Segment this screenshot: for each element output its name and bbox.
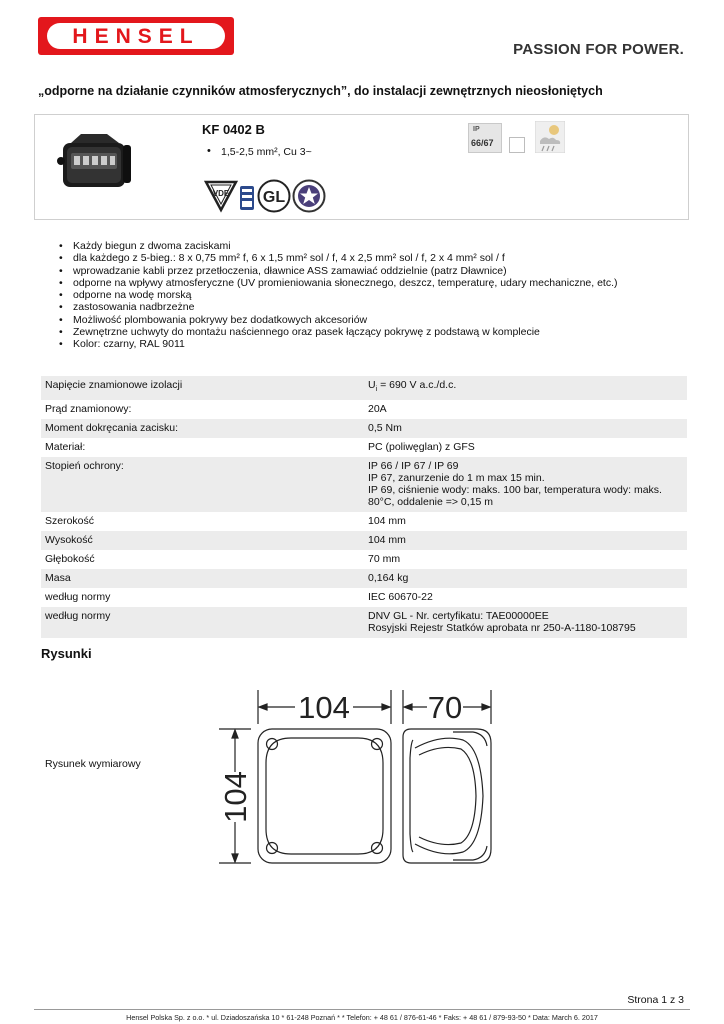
spec-key: według normy bbox=[45, 591, 111, 604]
product-box bbox=[34, 114, 689, 220]
feature-item: • Każdy biegun z dwoma zaciskami bbox=[73, 240, 618, 252]
spec-value: PC (poliwęglan) z GFS bbox=[368, 441, 475, 454]
feature-item: • odporne na wodę morską bbox=[73, 289, 618, 301]
gl-mark-icon bbox=[257, 179, 291, 213]
feature-item: • odporne na wpływy atmosferyczne (UV promieniowania słonecznego, deszcz, temperaturę, udary mechaniczne, etc.) bbox=[73, 277, 618, 289]
spec-value: DNV GL - Nr. certyfikatu: TAE00000EE Rosyjski Rejestr Statków aprobata nr 250-A-1180-108795 bbox=[364, 607, 687, 638]
spec-key: Masa bbox=[41, 569, 364, 588]
spec-key: Napięcie znamionowe izolacji bbox=[41, 376, 364, 400]
dimension-drawing bbox=[215, 688, 500, 868]
feature-item: • dla każdego z 5-bieg.: 8 x 0,75 mm² f, 6 x 1,5 mm² sol / f, 4 x 2,5 mm² sol / f, 2 x 4 mm² sol / f bbox=[73, 252, 618, 264]
logo-pill bbox=[47, 23, 225, 49]
spec-value: 104 mm bbox=[364, 531, 687, 550]
spec-value: $U_i = 690$ V a.c./d.c. bbox=[364, 376, 687, 400]
feature-item: • Kolor: czarny, RAL 9011 bbox=[73, 338, 618, 350]
spec-key: Materiał: bbox=[45, 441, 86, 454]
product-bullet: • 1,5-2,5 mm², Cu 3~ bbox=[221, 146, 312, 158]
table-row bbox=[41, 457, 687, 512]
table-row bbox=[41, 376, 687, 400]
feature-item: • Zewnętrzne uchwyty do montażu naściennego oraz pasek łączący pokrywę z podstawą w komplecie bbox=[73, 326, 618, 338]
spec-value: IEC 60670-22 bbox=[368, 591, 433, 604]
table-row bbox=[41, 531, 687, 550]
table-row bbox=[41, 512, 687, 531]
dim-height-label: 104 bbox=[218, 771, 253, 823]
drawings-title: Rysunki bbox=[41, 646, 92, 661]
feature-item: • zastosowania nadbrzeżne bbox=[73, 301, 618, 313]
spec-key: według normy bbox=[41, 607, 364, 638]
footer-divider bbox=[34, 1009, 690, 1010]
feature-item: • Możliwość plombowania pokrywy bez dodatkowych akcesoriów bbox=[73, 314, 618, 326]
approval-mark-icon bbox=[239, 185, 255, 211]
brand-name: HENSEL bbox=[72, 25, 200, 48]
weather-icon bbox=[535, 121, 565, 153]
hensel-logo bbox=[38, 17, 234, 55]
spec-key: Głębokość bbox=[45, 553, 95, 566]
table-row bbox=[41, 607, 687, 638]
dim-depth-label: 70 bbox=[427, 690, 463, 725]
spec-key: Stopień ochrony: bbox=[41, 457, 364, 512]
page-subtitle: „odporne na działanie czynników atmosferycznych”, do instalacji zewnętrznych nieosłoniętych bbox=[38, 84, 603, 98]
page-number: Strona 1 z 3 bbox=[627, 994, 684, 1006]
ip-badge-top: IP bbox=[473, 126, 480, 133]
slogan: PASSION FOR POWER. bbox=[513, 41, 684, 58]
spec-value: 70 mm bbox=[368, 553, 401, 566]
ip-badge bbox=[468, 123, 502, 153]
svg-text:VDE: VDE bbox=[212, 189, 230, 198]
table-row bbox=[41, 438, 687, 457]
svg-text:GL: GL bbox=[262, 189, 286, 206]
spec-key: Moment dokręcania zacisku: bbox=[41, 419, 364, 438]
spec-key: Prąd znamionowy: bbox=[45, 403, 132, 416]
table-row bbox=[41, 400, 687, 419]
product-name: KF 0402 B bbox=[202, 122, 265, 137]
spec-table bbox=[41, 376, 687, 638]
spec-value: IP 66 / IP 67 / IP 69 IP 67, zanurzenie do 1 m max 15 min. IP 69, ciśnienie wody: maks. 100 bar, temperatura wody: maks. 80°C, oddalenie => 0,15 m bbox=[364, 457, 687, 512]
empty-checkbox bbox=[509, 137, 525, 153]
table-row bbox=[41, 588, 687, 607]
drawing-label: Rysunek wymiarowy bbox=[45, 758, 141, 770]
ip-badge-bottom: 66/67 bbox=[471, 138, 494, 148]
dim-width-label: 104 bbox=[298, 690, 350, 725]
table-row bbox=[41, 550, 687, 569]
spec-key: Wysokość bbox=[41, 531, 364, 550]
spec-value: 0,5 Nm bbox=[364, 419, 687, 438]
footer-address: Hensel Polska Sp. z o.o. * ul. Dziadoszańska 10 * 61-248 Poznań * * Telefon: + 48 61 / 876-61-46 * Faks: + 48 61 / 879-93-50 * Data: March 6. 2017 bbox=[126, 1013, 598, 1022]
feature-item: • wprowadzanie kabli przez przetłoczenia, dławnice ASS zamawiać oddzielnie (patrz Dławnice) bbox=[73, 265, 618, 277]
spec-value: 104 mm bbox=[368, 515, 406, 528]
spec-value: 0,164 kg bbox=[364, 569, 687, 588]
table-row bbox=[41, 569, 687, 588]
feature-list bbox=[73, 240, 618, 351]
spec-value: 20A bbox=[368, 403, 387, 416]
dnv-mark-icon bbox=[292, 179, 326, 213]
vde-mark-icon bbox=[204, 179, 238, 213]
spec-key: Szerokość bbox=[45, 515, 95, 528]
table-row bbox=[41, 419, 687, 438]
product-photo bbox=[57, 131, 137, 193]
